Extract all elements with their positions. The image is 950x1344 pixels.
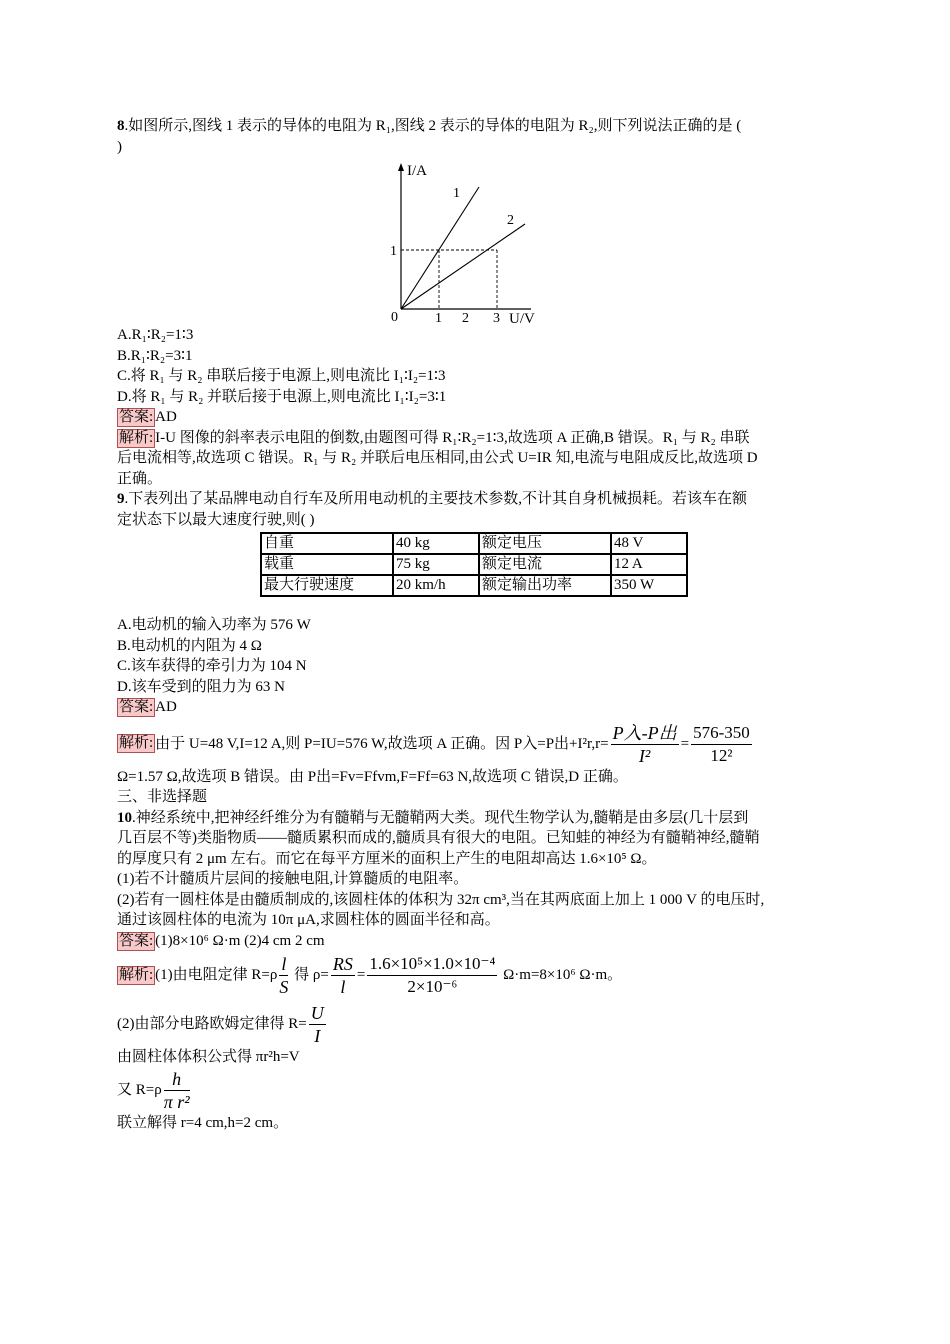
table-cell: 载重 <box>261 554 393 575</box>
q10-answer: 答案: (1)8×10⁶ Ω·m (2)4 cm 2 cm <box>119 932 325 949</box>
q9-stem-1: 9.下表列出了某品牌电动自行车及所用电动机的主要技术参数,不计其自身机械损耗。若该车在额 <box>117 491 748 507</box>
q10-analysis-3: 由圆柱体体积公式得 πr²h=V <box>117 1049 300 1065</box>
fraction: $\frac{RS}{l}$ <box>332 954 353 997</box>
fraction: $\frac{h}{\text{π r²}}$ <box>163 1068 190 1112</box>
x-tick-2: 2 <box>462 311 469 325</box>
q9-number: 9 <box>117 491 125 507</box>
q8-analysis-2: 后电流相等,故选项 C 错误。R₁ 与 R₂ 并联后电压相同,由公式 U=IR 知,电流与电阻成反比,故选项 D <box>117 450 758 466</box>
fraction: $\frac{\text{P入-P出}}{\text{I²}}$ <box>612 722 677 766</box>
q9-option-c: C.该车获得的牵引力为 104 N <box>117 658 307 674</box>
q10-number: 10 <box>117 809 132 826</box>
q8-answer: 答案: AD <box>119 409 177 425</box>
q9-analysis-2: Ω=1.57 Ω,故选项 B 错误。由 P出=Fv=Ffvm,F=Ff=63 N,故选项 C 错误,D 正确。 <box>117 768 628 785</box>
analysis-tag: 解析: <box>119 735 154 752</box>
iu-graph <box>385 161 535 325</box>
line-2-label: 2 <box>507 213 514 228</box>
q8-stem-cont: ) <box>117 138 122 155</box>
table-cell: 12 A <box>611 554 687 575</box>
fraction: $\frac{576-350}{\text{12²}}$ <box>693 722 750 765</box>
q8-analysis-3: 正确。 <box>117 470 163 487</box>
spec-table <box>260 532 688 597</box>
q8-option-d: D.将 R₁ 与 R₂ 并联后接于电源上,则电流比 I₁∶I₂=3∶1 <box>117 388 447 405</box>
q9-option-d: D.该车受到的阻力为 63 N <box>117 678 285 695</box>
y-axis-label: I/A <box>407 163 427 179</box>
section-title: 三、非选择题 <box>117 789 208 805</box>
q9-stem-2: 定状态下以最大速度行驶,则( ) <box>117 511 315 528</box>
q9-option-a: A.电动机的输入功率为 576 W <box>117 617 311 633</box>
q10-stem-1: 10.神经系统中,把神经纤维分为有髓鞘与无髓鞘两大类。现代生物学认为,髓鞘是由多层(几十层到 <box>117 809 749 826</box>
answer-tag: 答案: <box>119 409 154 425</box>
table-cell: 48 V <box>611 533 687 554</box>
fraction: $\frac{\text{1.6×10⁵×1.0×10⁻⁴}}{\text{2×10⁻⁶}}$ <box>369 954 496 996</box>
q10-stem-3: 的厚度只有 2 μm 左右。而它在每平方厘米的面积上产生的电阻却高达 1.6×10⁵ Ω。 <box>117 850 657 867</box>
q10-stem-5: (2)若有一圆柱体是由髓质制成的,该圆柱体的体积为 32π cm³,当在其两底面上加上 1 000 V 的电压时, <box>117 891 765 908</box>
q9-answer: 答案: AD <box>119 699 177 715</box>
q10-analysis-2: (2)由部分电路欧姆定律得 R= $\frac{U}{I}$ <box>117 1003 324 1046</box>
q9-analysis-1: 解析: 由于 U=48 V,I=12 A,则 P=IU=576 W,故选项 A 正确。因 P入=P出+I²r,r= $\frac{\text{P入-P出}}{\text{I²}}$ = $\frac{576-350}{\text{12²}}$ <box>119 722 750 766</box>
x-axis-label: U/V <box>509 311 535 325</box>
table-cell: 75 kg <box>393 554 479 575</box>
analysis-tag: 解析: <box>119 429 154 446</box>
q8-stem: 8.如图所示,图线 1 表示的导体的电阻为 R₁,图线 2 表示的导体的电阻为 R₂,则下列说法正确的是 ( <box>117 118 742 134</box>
table-cell: 额定电压 <box>479 533 611 554</box>
q10-analysis-4: 又 R=ρ $\frac{h}{\text{π r²}}$ <box>117 1068 190 1112</box>
fraction: $\frac{l}{S}$ <box>279 954 289 997</box>
q10-analysis-1: 解析: (1)由电阻定律 R=ρ $\frac{l}{S}$ 得 ρ= $\frac{RS}{l}$ = $\frac{\text{1.6×10⁵×1.0×10⁻⁴}}{\text{2×10⁻⁶}}$ Ω·m=8×10⁶ Ω·m。 <box>119 954 623 997</box>
q8-analysis-1: 解析: I-U 图像的斜率表示电阻的倒数,由题图可得 R₁∶R₂=1∶3,故选项 A 正确,B 错误。R₁ 与 R₂ 串联 <box>119 429 750 446</box>
q10-stem-4: (1)若不计髓质片层间的接触电阻,计算髓质的电阻率。 <box>117 871 469 887</box>
y-tick-1: 1 <box>390 244 397 259</box>
line-1 <box>401 187 479 309</box>
x-tick-1: 1 <box>435 311 442 325</box>
table-row <box>261 554 687 575</box>
q8-option-c: C.将 R₁ 与 R₂ 串联后接于电源上,则电流比 I₁∶I₂=1∶3 <box>117 368 446 384</box>
q9-option-b: B.电动机的内阻为 4 Ω <box>117 637 262 654</box>
document-page <box>117 116 837 1133</box>
line-2 <box>401 224 525 309</box>
answer-tag: 答案: <box>119 932 154 949</box>
table-cell: 最大行驶速度 <box>261 575 393 596</box>
q8-option-a: A.R₁∶R₂=1∶3 <box>117 327 194 343</box>
q10-analysis-5: 联立解得 r=4 cm,h=2 cm。 <box>117 1114 289 1131</box>
table-cell: 额定输出功率 <box>479 575 611 596</box>
line-1-label: 1 <box>453 186 460 201</box>
y-axis-arrow <box>398 163 404 171</box>
x-tick-3: 3 <box>493 311 500 325</box>
table-cell: 350 W <box>611 575 687 596</box>
table-row <box>261 533 687 554</box>
table-cell: 自重 <box>261 533 393 554</box>
fraction: $\frac{U}{I}$ <box>310 1003 324 1046</box>
q8-option-b: B.R₁∶R₂=3∶1 <box>117 347 193 364</box>
table-cell: 40 kg <box>393 533 479 554</box>
iu-graph-svg <box>385 161 535 325</box>
origin-label: 0 <box>391 310 398 325</box>
table-cell: 20 km/h <box>393 575 479 596</box>
q10-stem-6: 通过该圆柱体的电流为 10π μA,求圆柱体的圆面半径和高。 <box>117 912 500 928</box>
analysis-tag: 解析: <box>119 966 154 983</box>
answer-tag: 答案: <box>119 699 154 715</box>
table-row <box>261 575 687 596</box>
table-cell: 额定电流 <box>479 554 611 575</box>
q8-number: 8 <box>117 118 125 134</box>
q10-stem-2: 几百层不等)类脂物质——髓质累积而成的,髓质具有很大的电阻。已知蛙的神经为有髓鞘神经,髓鞘 <box>117 830 760 846</box>
